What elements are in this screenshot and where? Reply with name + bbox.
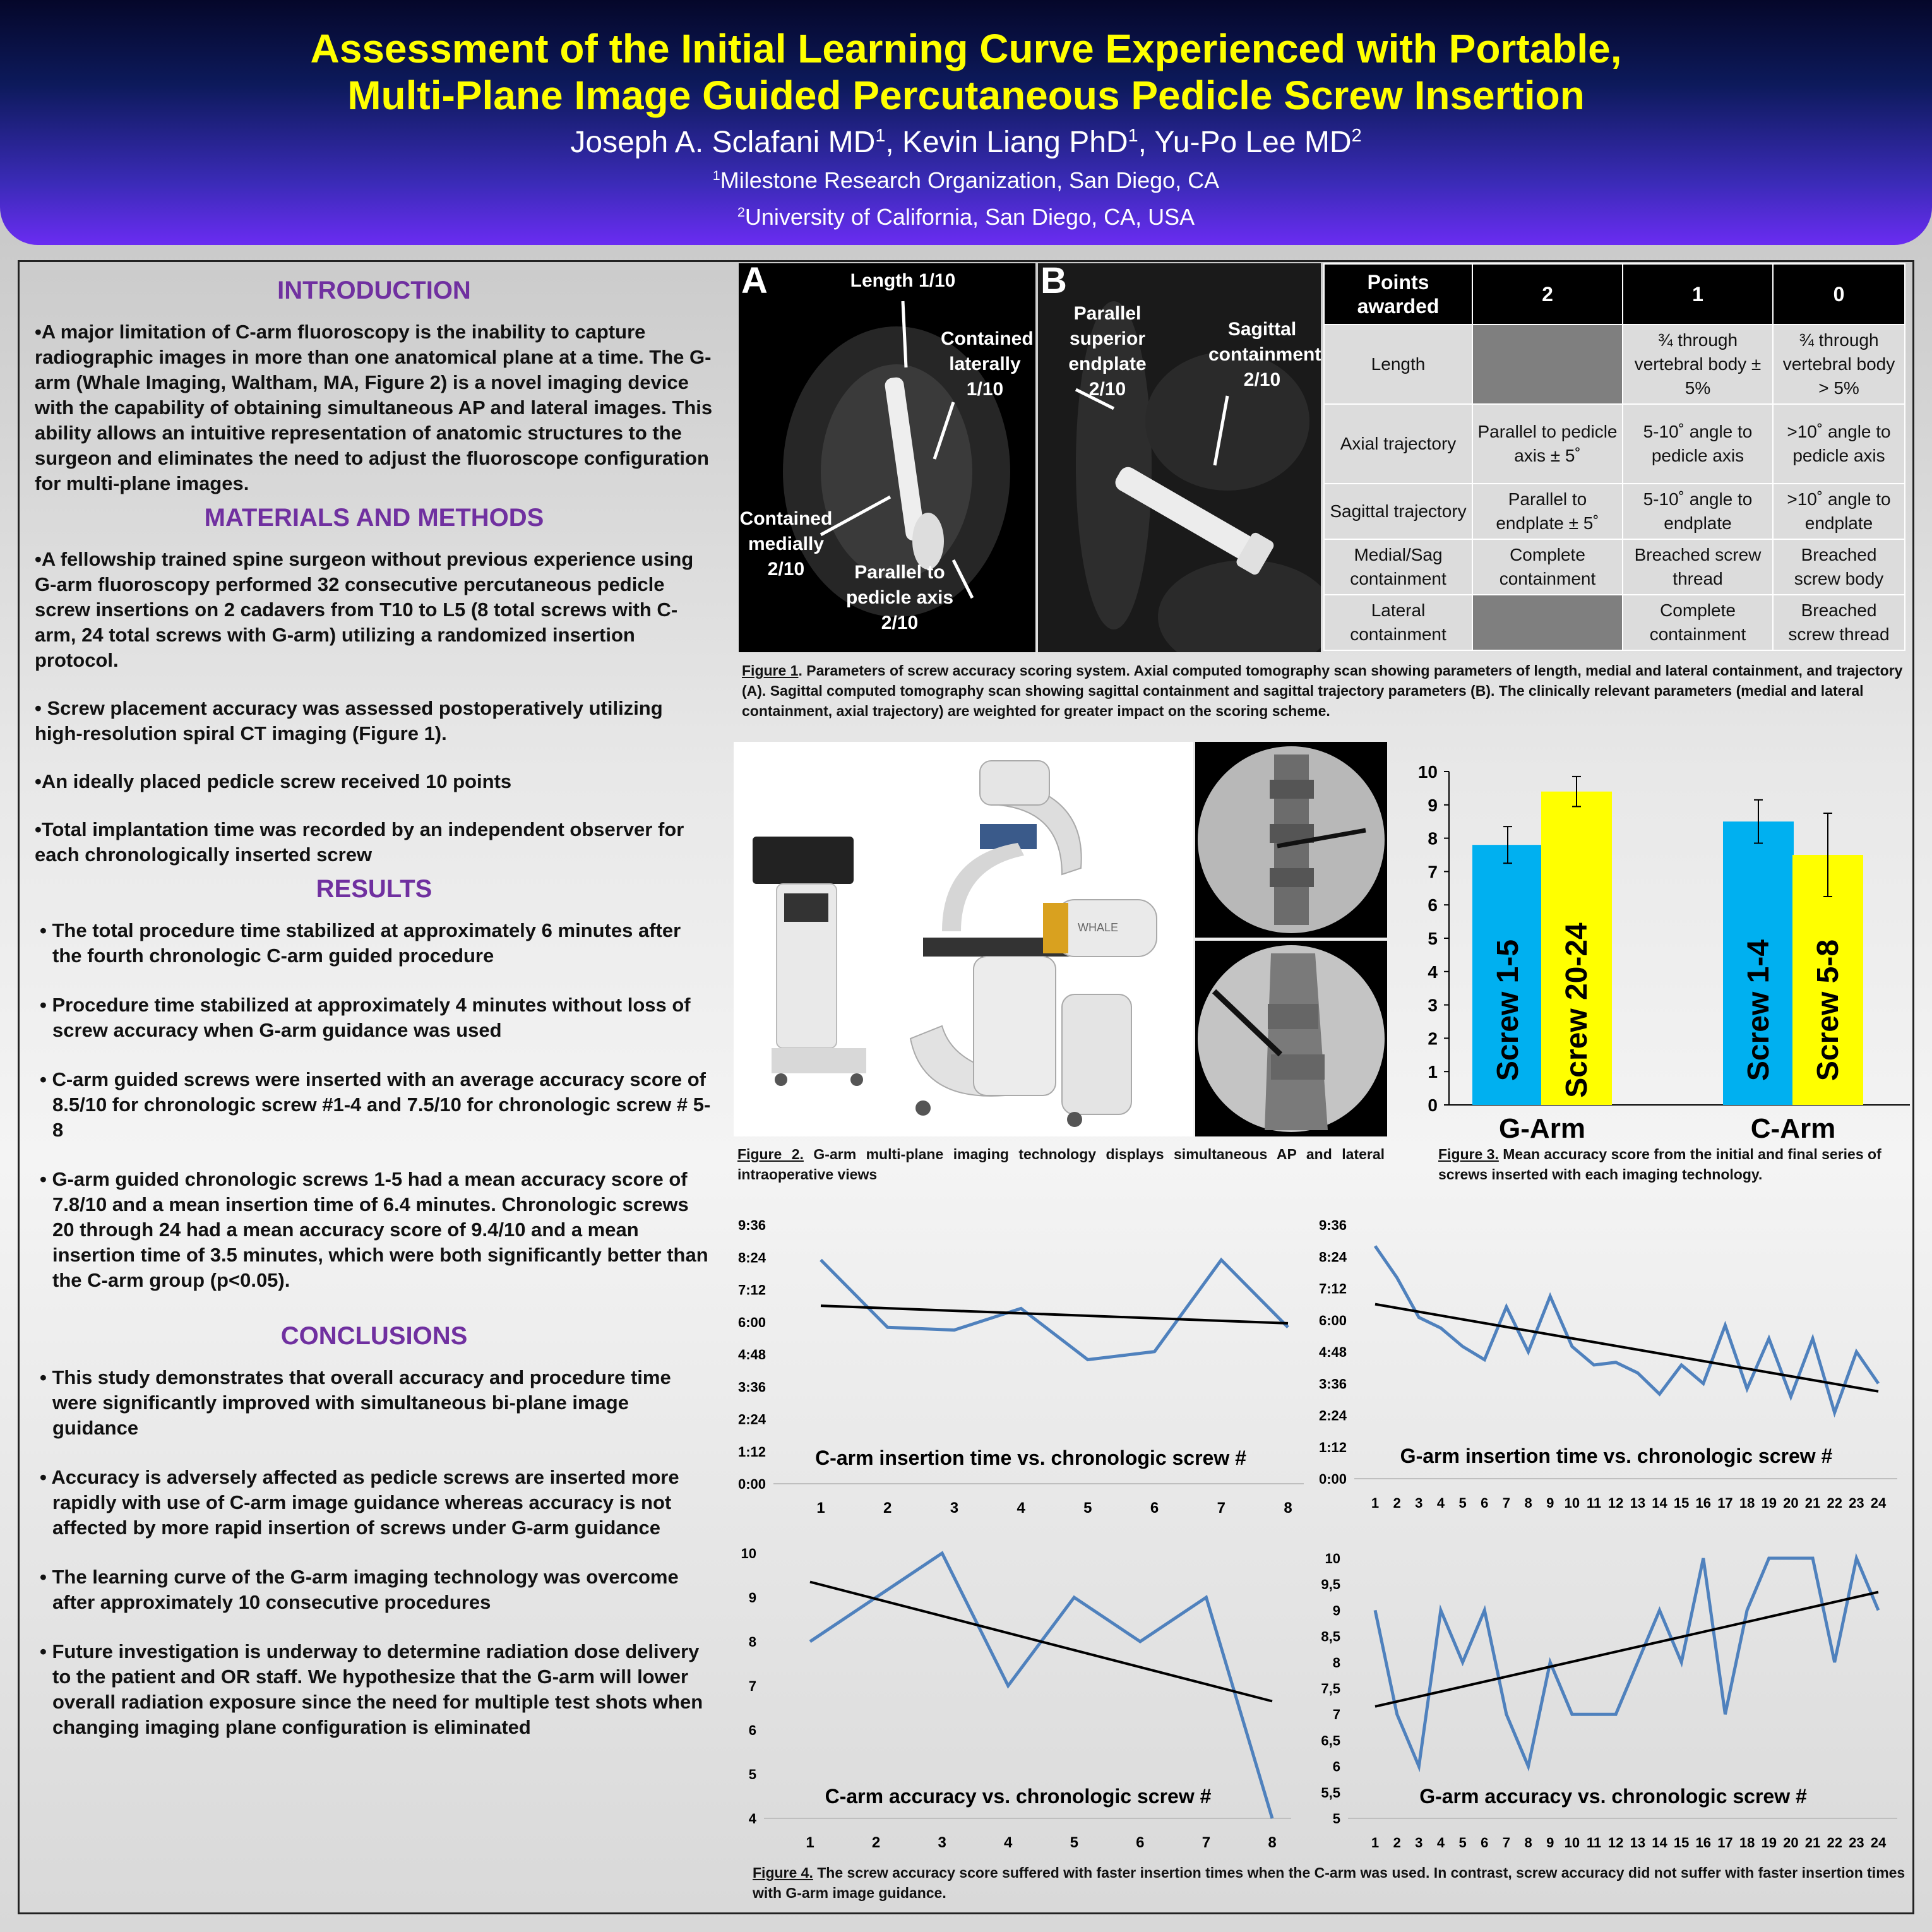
left-column xyxy=(35,271,713,1764)
y-tick-label: 8 xyxy=(1332,1654,1340,1671)
bar-label: Screw 1-5 xyxy=(1491,939,1525,1082)
x-tick-label: 3 xyxy=(950,1500,959,1517)
x-tick-label: 1 xyxy=(1371,1495,1380,1511)
data-line xyxy=(1375,1246,1878,1413)
y-tick-label: 6:00 xyxy=(737,1314,766,1330)
y-tick-label: 8:24 xyxy=(737,1249,766,1266)
y-tick-label: 6 xyxy=(1332,1758,1340,1775)
y-tick-label: 7 xyxy=(1428,862,1438,882)
x-tick-label: 1 xyxy=(1371,1835,1380,1851)
label-sagittal-containment: Sagittal containment 2/10 xyxy=(1208,319,1321,390)
table-cell: Axial trajectory xyxy=(1324,404,1472,484)
y-tick-label: 8:24 xyxy=(1318,1249,1347,1265)
y-tick-label: 9,5 xyxy=(1321,1577,1340,1593)
y-tick-label: 8 xyxy=(1428,828,1438,849)
garm-device-photo xyxy=(734,742,1193,1136)
methods-heading: MATERIALS AND METHODS xyxy=(204,504,544,532)
intro-text: •A major limitation of C-arm fluoroscopy is the inability to capture radiographic images in more than one anatomical plane at a time. The G-arm (Whale Imaging, Waltham, MA, Figure 2) is a novel imaging device with the capability of obtaining simultaneous AP and lateral images. This ability allows an intuitive representation of anatomic structures to the surgeon and eliminates the need to adjust the fluoroscope configuration for multi-plane images. xyxy=(35,321,713,494)
x-tick-label: 20 xyxy=(1783,1495,1799,1511)
results-item: • G-arm guided chronologic screws 1-5 had a mean accuracy score of 7.8/10 and a mean insertion time of 6.4 minutes. Chronologic screws 20 through 24 had a mean accuracy score of 9.4/10 and a mean insertion time of 3.5 minutes, which were both significantly better than the C-arm group (p<0.05). xyxy=(40,1168,708,1291)
x-tick-label: 17 xyxy=(1717,1495,1733,1511)
x-tick-label: 15 xyxy=(1673,1835,1690,1851)
y-tick-label: 8 xyxy=(748,1634,756,1650)
x-tick-label: 11 xyxy=(1586,1835,1602,1851)
y-tick-label: 9 xyxy=(1428,795,1438,815)
ct-axial-image xyxy=(739,263,1035,652)
x-tick-label: 1 xyxy=(816,1500,825,1517)
x-tick-label: 3 xyxy=(1415,1835,1423,1851)
table-header-cell: 0 xyxy=(1773,264,1905,325)
affiliations: $^1$Milestone Research Organization, San Diego, CA $^2$University of California, San Diego, CA, USA xyxy=(712,167,1220,230)
x-tick-label: 5 xyxy=(1458,1495,1467,1511)
trend-line xyxy=(821,1306,1288,1323)
x-tick-label: 2 xyxy=(1393,1835,1401,1851)
panel-a-letter: A xyxy=(741,263,768,301)
table-header-cell: 2 xyxy=(1472,264,1623,325)
y-tick-label: 7:12 xyxy=(737,1282,766,1298)
x-tick-label: 8 xyxy=(1284,1500,1292,1517)
x-tick-label: 8 xyxy=(1268,1834,1277,1851)
table-cell-empty xyxy=(1472,595,1623,650)
x-tick-label: 2 xyxy=(871,1834,881,1851)
label-contained-laterally: Contained laterally 1/10 xyxy=(941,328,1034,400)
x-tick-label: 23 xyxy=(1849,1495,1864,1511)
y-tick-label: 10 xyxy=(741,1546,756,1561)
y-tick-label: 6 xyxy=(1428,895,1438,915)
data-line xyxy=(1375,1558,1878,1767)
accuracy-bar-chart xyxy=(1395,754,1926,1152)
y-tick-label: 5 xyxy=(748,1767,756,1782)
y-tick-label: 2 xyxy=(1428,1029,1438,1049)
table-header-cell: Points awarded xyxy=(1324,264,1472,325)
x-tick-label: 16 xyxy=(1695,1835,1712,1851)
x-tick-label: 10 xyxy=(1564,1495,1580,1511)
x-tick-label: 21 xyxy=(1804,1495,1821,1511)
author-list: Joseph A. Sclafani $MD^1$, Kevin Liang PhD$^1$, Yu-Po Lee $MD^2$ xyxy=(570,126,1362,159)
scoring-table xyxy=(1323,263,1905,651)
x-tick-label: 7 xyxy=(1202,1834,1211,1851)
conclusion-item: • This study demonstrates that overall accuracy and procedure time were significantly improved with simultaneous bi-plane image guidance xyxy=(40,1366,671,1439)
bar-label: Screw 20-24 xyxy=(1560,922,1594,1098)
trend-line xyxy=(1375,1304,1878,1392)
x-tick-label: 22 xyxy=(1827,1495,1842,1511)
y-tick-label: 0:00 xyxy=(1318,1471,1347,1487)
data-line xyxy=(821,1260,1288,1360)
x-tick-label: 19 xyxy=(1761,1495,1777,1511)
results-item: • Procedure time stabilized at approximately 4 minutes without loss of screw accuracy when G-arm guidance was used xyxy=(40,994,691,1041)
table-cell: Parallel to pedicle axis ± 5˚ xyxy=(1472,404,1623,484)
methods-item: •An ideally placed pedicle screw received 10 points xyxy=(35,770,512,792)
panel-b-letter: B xyxy=(1041,263,1067,301)
garm-accuracy-chart xyxy=(1310,1541,1910,1856)
table-header-row xyxy=(1324,264,1905,325)
carm-accuracy-chart xyxy=(736,1541,1304,1856)
y-tick-label: 1:12 xyxy=(737,1443,766,1460)
x-tick-label: 8 xyxy=(1524,1835,1532,1851)
y-tick-label: 1 xyxy=(1428,1062,1438,1082)
x-tick-label: 11 xyxy=(1586,1495,1602,1511)
y-tick-label: 7 xyxy=(1332,1707,1340,1723)
methods-item: •A fellowship trained spine surgeon without previous experience using G-arm fluoroscopy performed 32 consecutive percutaneous pedicle screw insertions on 2 cadavers from T10 to L5 (8 total screws with C-arm, 24 total screws with G-arm) utilizing a randomized insertion protocol. xyxy=(35,548,694,671)
y-tick-label: 4 xyxy=(1428,962,1438,982)
x-tick-label: 17 xyxy=(1717,1835,1733,1851)
x-tick-label: 3 xyxy=(938,1834,946,1851)
fluoro-ap-image xyxy=(1195,742,1387,938)
x-tick-label: 5 xyxy=(1083,1500,1092,1517)
table-row xyxy=(1324,325,1905,404)
x-tick-label: 4 xyxy=(1004,1834,1013,1851)
x-tick-label: 20 xyxy=(1783,1835,1799,1851)
intro-heading: INTRODUCTION xyxy=(277,277,471,304)
table-cell-empty xyxy=(1472,325,1623,404)
ct-sagittal-image xyxy=(1038,263,1321,652)
x-tick-label: 9 xyxy=(1546,1495,1554,1511)
results-item: • The total procedure time stabilized at approximately 6 minutes after the fourth chronologic C-arm guided procedure xyxy=(40,919,681,967)
x-tick-label: 12 xyxy=(1607,1835,1624,1851)
table-cell: 5-10˚ angle to endplate xyxy=(1623,484,1773,539)
y-tick-label: 6 xyxy=(748,1722,756,1738)
poster-title: Assessment of the Initial Learning Curve Experienced with Portable, Multi-Plane Image Guided Percutaneous Pedicle Screw Insertion xyxy=(310,26,1622,118)
table-cell: 5-10˚ angle to pedicle axis xyxy=(1623,404,1773,484)
figure2-caption: Figure 2. G-arm multi-plane imaging technology displays simultaneous AP and lateral intraoperative views xyxy=(737,1146,1385,1183)
table-cell: Lateral containment xyxy=(1324,595,1472,650)
device-brand-text: WHALE xyxy=(1078,921,1119,934)
figure1-caption: Figure 1. Parameters of screw accuracy scoring system. Axial computed tomography scan showing parameters of length, medial and lateral containment, and trajectory (A). Sagittal computed tomography scan showing sagittal containment and sagittal trajectory parameters (B). The clinically relevant parameters (medial and lateral containment, axial trajectory) are weighted for greater impact on the scoring scheme. xyxy=(742,662,1903,719)
label-parallel-endplate: Parallel superior endplate 2/10 xyxy=(1068,303,1147,400)
y-tick-label: 7:12 xyxy=(1318,1280,1347,1297)
group-label: C-Arm xyxy=(1750,1113,1836,1144)
table-cell: Sagittal trajectory xyxy=(1324,484,1472,539)
label-length: Length 1/10 xyxy=(850,270,956,291)
header-banner xyxy=(0,0,1932,245)
y-tick-label: 4 xyxy=(748,1811,756,1827)
table-row xyxy=(1324,484,1905,539)
bar-label: Screw 5-8 xyxy=(1811,939,1845,1082)
x-tick-label: 4 xyxy=(1017,1500,1025,1517)
y-tick-label: 5 xyxy=(1428,929,1438,948)
x-tick-label: 1 xyxy=(806,1834,814,1851)
x-tick-label: 14 xyxy=(1652,1495,1667,1511)
x-tick-label: 6 xyxy=(1481,1495,1489,1511)
data-line xyxy=(810,1553,1272,1818)
x-tick-label: 18 xyxy=(1739,1835,1755,1851)
fluoro-lateral-drawing xyxy=(1195,941,1387,1136)
garm-time-chart xyxy=(1310,1212,1910,1522)
x-tick-label: 6 xyxy=(1481,1835,1489,1851)
y-tick-label: 10 xyxy=(1325,1551,1340,1566)
results-item: • C-arm guided screws were inserted with an average accuracy score of 8.5/10 for chronologic screw #1-4 and 7.5/10 for chronologic screw # 5-8 xyxy=(40,1068,711,1141)
label-parallel-pedicle: Parallel to pedicle axis 2/10 xyxy=(845,562,954,633)
y-tick-label: 3:36 xyxy=(737,1379,766,1395)
x-tick-label: 2 xyxy=(1393,1495,1401,1511)
table-cell: Medial/Sag containment xyxy=(1324,539,1472,595)
table-cell: Parallel to endplate ± 5˚ xyxy=(1472,484,1623,539)
x-tick-label: 5 xyxy=(1458,1835,1467,1851)
y-tick-label: 2:24 xyxy=(1318,1407,1347,1424)
table-cell: Breached screw body xyxy=(1773,539,1905,595)
table-cell: Complete containment xyxy=(1623,595,1773,650)
y-tick-label: 6:00 xyxy=(1318,1312,1347,1328)
x-tick-label: 19 xyxy=(1761,1835,1777,1851)
carm-time-chart xyxy=(736,1212,1304,1522)
y-tick-label: 2:24 xyxy=(737,1411,766,1428)
table-cell: Complete containment xyxy=(1472,539,1623,595)
x-tick-label: 7 xyxy=(1502,1495,1511,1511)
table-cell: ¾ through vertebral body > 5% xyxy=(1773,325,1905,404)
x-tick-label: 21 xyxy=(1804,1835,1821,1851)
y-tick-label: 4:48 xyxy=(1318,1344,1347,1360)
y-tick-label: 3 xyxy=(1428,995,1438,1015)
figure3-caption: Figure 3. Mean accuracy score from the initial and final series of screws inserted with each imaging technology. xyxy=(1438,1146,1881,1183)
table-row xyxy=(1324,404,1905,484)
group-label: G-Arm xyxy=(1499,1113,1585,1144)
x-tick-label: 12 xyxy=(1607,1495,1624,1511)
x-tick-label: 5 xyxy=(1070,1834,1078,1851)
x-tick-label: 15 xyxy=(1673,1495,1690,1511)
x-tick-label: 6 xyxy=(1136,1834,1145,1851)
y-tick-label: 9:36 xyxy=(1318,1217,1347,1233)
x-tick-label: 9 xyxy=(1546,1835,1554,1851)
chart-title: C-arm accuracy vs. chronologic screw # xyxy=(825,1785,1212,1808)
y-tick-label: 1:12 xyxy=(1318,1439,1347,1455)
x-tick-label: 14 xyxy=(1652,1835,1667,1851)
y-tick-label: 0 xyxy=(1428,1095,1438,1115)
x-tick-label: 16 xyxy=(1695,1495,1712,1511)
y-tick-label: 7,5 xyxy=(1321,1681,1340,1696)
table-cell: Breached screw thread xyxy=(1623,539,1773,595)
x-tick-label: 24 xyxy=(1870,1495,1887,1511)
x-tick-label: 23 xyxy=(1849,1835,1864,1851)
y-tick-label: 9 xyxy=(748,1590,756,1606)
x-tick-label: 6 xyxy=(1150,1500,1159,1517)
x-tick-label: 13 xyxy=(1630,1495,1646,1511)
results-heading: RESULTS xyxy=(316,875,432,903)
figure4-caption: Figure 4. The screw accuracy score suffered with faster insertion times when the C-arm was used. In contrast, screw accuracy did not suffer with faster insertion times with G-arm image guidance. xyxy=(753,1864,1905,1901)
methods-item: •Total implantation time was recorded by an independent observer for each chronologically inserted screw xyxy=(35,818,684,866)
x-tick-label: 7 xyxy=(1217,1500,1225,1517)
chart-title: G-arm accuracy vs. chronologic screw # xyxy=(1419,1785,1807,1808)
fluoro-lateral-image xyxy=(1195,941,1387,1136)
y-tick-label: 5 xyxy=(1332,1811,1340,1827)
conclusions-heading: CONCLUSIONS xyxy=(280,1322,468,1350)
chart-title: G-arm insertion time vs. chronologic screw # xyxy=(1400,1445,1833,1467)
y-tick-label: 3:36 xyxy=(1318,1376,1347,1392)
table-cell: >10˚ angle to endplate xyxy=(1773,484,1905,539)
label-contained-medially: Contained medially 2/10 xyxy=(739,508,833,580)
x-tick-label: 4 xyxy=(1436,1835,1445,1851)
y-tick-label: 0:00 xyxy=(737,1476,766,1492)
chart-title: C-arm insertion time vs. chronologic screw # xyxy=(815,1446,1246,1469)
x-tick-label: 3 xyxy=(1415,1495,1423,1511)
x-tick-label: 13 xyxy=(1630,1835,1646,1851)
x-tick-label: 7 xyxy=(1502,1835,1511,1851)
table-header-cell: 1 xyxy=(1623,264,1773,325)
table-cell: >10˚ angle to pedicle axis xyxy=(1773,404,1905,484)
table-cell: Length xyxy=(1324,325,1472,404)
y-tick-label: 7 xyxy=(748,1678,756,1694)
garm-device-drawing xyxy=(734,742,1193,1136)
conclusion-item: • The learning curve of the G-arm imaging technology was overcome after approximately 10 consecutive procedures xyxy=(40,1566,679,1613)
methods-item: • Screw placement accuracy was assessed postoperatively utilizing high-resolution spiral CT imaging (Figure 1). xyxy=(35,697,663,744)
x-tick-label: 24 xyxy=(1870,1835,1887,1851)
y-tick-label: 9 xyxy=(1332,1602,1340,1619)
y-tick-label: 10 xyxy=(1417,762,1438,782)
y-tick-label: 9:36 xyxy=(737,1217,766,1233)
y-tick-label: 6,5 xyxy=(1321,1732,1340,1749)
x-tick-label: 4 xyxy=(1436,1495,1445,1511)
fluoro-ap-drawing xyxy=(1195,742,1387,938)
conclusion-item: • Accuracy is adversely affected as pedicle screws are inserted more rapidly with use of C-arm image guidance whereas accuracy is not affected by more rapid insertion of screws under G-arm guidance xyxy=(40,1466,679,1539)
y-tick-label: 5,5 xyxy=(1321,1784,1340,1801)
y-tick-label: 8,5 xyxy=(1321,1628,1340,1645)
table-row xyxy=(1324,595,1905,650)
bar-label: Screw 1-4 xyxy=(1742,939,1775,1082)
conclusion-item: • Future investigation is underway to determine radiation dose delivery to the patient and OR staff. We hypothesize that the G-arm will lower overall radiation exposure since the need for multiple test shots when changing imaging plane configuration is eliminated xyxy=(40,1640,703,1738)
x-tick-label: 8 xyxy=(1524,1495,1532,1511)
x-tick-label: 18 xyxy=(1739,1495,1755,1511)
table-row xyxy=(1324,539,1905,595)
x-tick-label: 10 xyxy=(1564,1835,1580,1851)
x-tick-label: 2 xyxy=(883,1500,892,1517)
table-cell: Breached screw thread xyxy=(1773,595,1905,650)
table-cell: ¾ through vertebral body ± 5% xyxy=(1623,325,1773,404)
x-tick-label: 22 xyxy=(1827,1835,1842,1851)
y-tick-label: 4:48 xyxy=(737,1347,766,1363)
